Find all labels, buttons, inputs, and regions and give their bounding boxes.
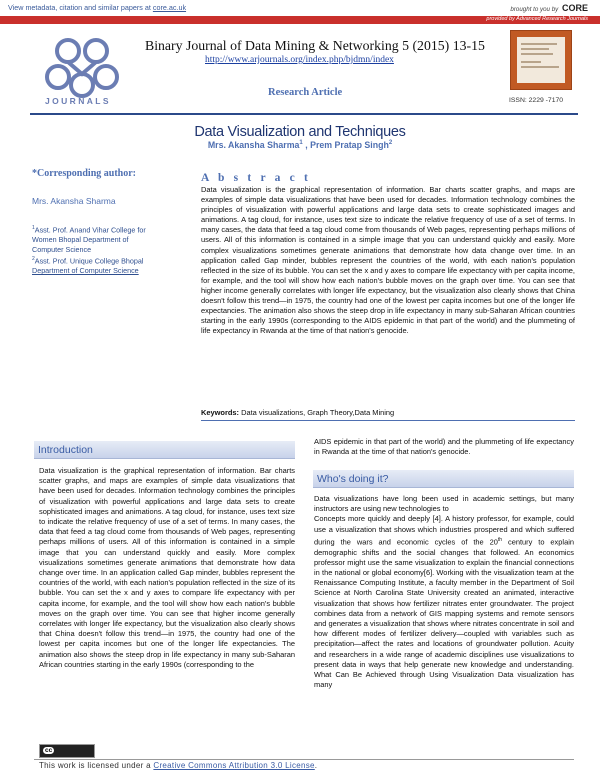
affiliation-2: [32, 254, 182, 276]
license-link[interactable]: Creative Commons Attribution 3.0 License: [153, 761, 315, 770]
cc-badge-text: cc: [45, 747, 53, 754]
paragraph-2-part-a: Concepts more quickly and deeply [4]. A history professor, for example, could use a visualization that shows which industries prospered and which suffered during the wars and economic cycles of the 20: [314, 514, 574, 547]
core-provider-strip: [0, 16, 600, 24]
corresponding-author-name: Mrs. Akansha Sharma: [32, 196, 116, 206]
paragraph-2-part-b: century to explain demographic shifts and the social changes that followed. An economics professor might use the same visualization to explain the financial connections in the national or global economy[6]. Working with the visualization team at the Renaissance Computing Institute, a faculty member in the Department of Soil Science at North Carolina State University created an animated, interactive visualization that shows how fertilizer nitrates enter groundwater. The project combines data from a network of GIS mapping systems and remote sensors and generates a visualization that shows where nitrates concentrate in soil and how different modes of fertilizer delivery—coupled with variables such as precipitation—affect the rates and locations of groundwater pollution. Acuity and researchers in a wide range of academic disciplines use visualizations to present data in ways that help generate new knowledge and understanding. What Can Be Achieved through Using Visualization Data visualization has many: [314, 537, 574, 690]
license-notice: [39, 761, 317, 770]
journal-cover-image: [510, 30, 572, 90]
article-type: Research Article: [268, 87, 343, 98]
affiliation-1-sup: 1: [32, 225, 35, 231]
keywords-list: Data visualizations, Graph Theory,Data Mining: [239, 408, 395, 417]
affiliation-1-line-1: Asst. Prof. Anand Vihar College for: [34, 225, 146, 235]
logo-text: JOURNALS: [45, 96, 111, 106]
issn: ISSN: 2229 -7170: [509, 97, 564, 104]
introduction-heading: Introduction: [34, 441, 295, 459]
abstract-divider: [201, 420, 575, 421]
whos-doing-it-paragraph-2: [314, 514, 574, 690]
provided-by-text: provided by Advanced Research Journals: [486, 16, 588, 22]
core-link-domain[interactable]: core.ac.uk: [152, 3, 187, 12]
license-suffix: .: [314, 761, 318, 770]
paragraph-2-sup: th: [497, 536, 503, 543]
core-banner: [0, 0, 600, 16]
paper-title: Data Visualization and Techniques: [194, 124, 406, 140]
affiliation-2-sup: 2: [32, 256, 35, 262]
abstract-heading: A b s t r a c t: [201, 172, 312, 184]
header-divider: [30, 113, 578, 115]
author-2-sup: 2: [388, 140, 393, 147]
affiliation-2-line-2: Department of Computer Science: [32, 266, 139, 276]
corresponding-author-label: *Corresponding author:: [32, 168, 136, 179]
keywords: [201, 408, 394, 417]
core-link-prefix: View metadata, citation and similar papers at: [8, 3, 153, 12]
license-prefix: This work is licensed under a: [39, 761, 154, 770]
journal-title: Binary Journal of Data Mining & Networking 5 (2015) 13-15: [145, 38, 485, 53]
footer-divider: [34, 759, 574, 760]
whos-doing-it-body: [314, 494, 574, 690]
journal-url-link[interactable]: http://www.arjournals.org/index.php/bjdmn/index: [205, 55, 394, 65]
author-1: Mrs. Akansha Sharma: [207, 140, 300, 150]
affiliation-1-line-3: Computer Science: [32, 245, 92, 255]
keywords-label: Keywords:: [201, 408, 240, 417]
core-brought-by[interactable]: [510, 3, 588, 13]
abstract-body: Data visualization is the graphical representation of information. Bar charts scatter graphs, and maps are examples of simple data visualizations that have been used for decades. Information technology combines the principles of visualization with powerful applications and large data sets to create sophisticated images and animations. A tag cloud, for instance, uses text size to indicate the relative frequency of use of a set of terms. In many cases, the data that feed a tag cloud come from thousands of Web pages, representing perhaps millions of users. All of this information is contained in a simple image that you can understand quickly and easily. More complex visualizations sometimes generate animations that demonstrate how data change over time. In an application called Gap minder, bubbles represent the countries of the world, with each nation's population reflected in the size of its bubble. You can set the x and y axes to compare life expectancy with per capita income, for example, and the tool will show how each nation's bubble moves on the graph over time. You can see that higher income generally correlates with longer life expectancy, but the visualization also clearly shows that China doesn't follow this trend—in 1975, the country had one of the lowest per capita incomes but one of the longer life expectancies. The animation also shows the steep drop in life expectancy in many sub-Saharan African countries starting in the early 1990s (corresponding to the AIDS epidemic in that part of the world) and the plummeting of life expectancy in Rwanda at the time of that nation's genocide.: [201, 185, 575, 336]
author-2: Prem Pratap Singh: [310, 140, 389, 150]
cc-license-badge[interactable]: [39, 744, 95, 758]
introduction-continuation: AIDS epidemic in that part of the world) and the plummeting of life expectancy in Rwanda at the time of that nation's genocide.: [314, 437, 574, 457]
affiliation-1: [32, 223, 182, 255]
affiliation-2-line-1: Asst. Prof. Unique College Bhopal: [34, 256, 144, 266]
author-separator: ,: [302, 140, 311, 150]
core-metadata-link[interactable]: [8, 3, 186, 12]
brought-by-text: brought to you by: [510, 6, 559, 13]
introduction-body: Data visualization is the graphical representation of information. Bar charts scatter graphs, and maps are examples of simple data visualizations that have been used for decades. Information technology combines the principles of visualization with powerful applications and large data sets to create sophisticated images and animations. A tag cloud, for instance, uses text size to indicate the relative frequency of use of a set of terms. In many cases, the data that feed a tag cloud come from thousands of Web pages, representing perhaps millions of users. All of this information is contained in a simple image that you can understand quickly and easily. More complex visualizations sometimes generate animations that demonstrate how data change over time. In an application called Gap minder, bubbles represent the countries of the world, with each nation's population reflected in the size of its bubble. You can set the x and y axes to compare life expectancy with per capita income, for example, and the tool will show how each nation's bubble moves on the graph over time. You can see that higher income generally correlates with longer life expectancy, but the visualization also clearly shows that China doesn't follow this trend—in 1975, the country had one of the lowest per capita incomes but one of the longer life expectancies. The animation also shows the steep drop in life expectancy in many sub-Saharan African countries starting in the early 1990s (corresponding to the: [39, 466, 295, 669]
whos-doing-it-paragraph-1: Data visualizations have long been used in academic settings, but many instructors are using new technologies to: [314, 494, 574, 514]
affiliation-1-line-2: Women Bhopal Department of: [32, 235, 129, 245]
core-logo[interactable]: CORE: [561, 3, 588, 13]
whos-doing-it-heading: Who's doing it?: [313, 470, 574, 488]
authors: [0, 140, 600, 150]
author-1-sup: 1: [299, 140, 303, 147]
